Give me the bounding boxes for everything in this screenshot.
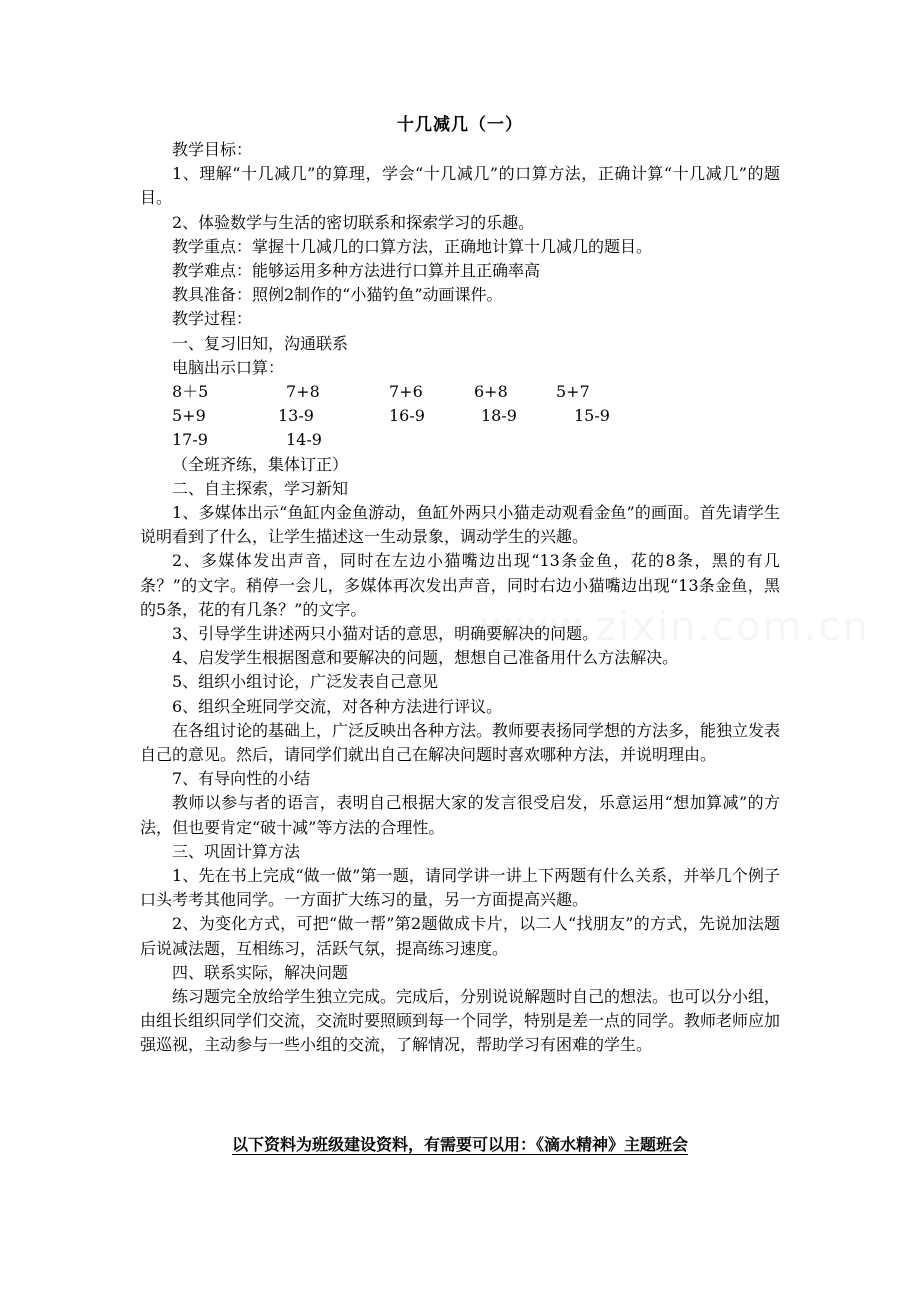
paragraph: 在各组讨论的基础上，广泛反映出各种方法。教师要表扬同学想的方法多，能独立发表自己的意见。然后，请同学们就出自己在解决问题时喜欢哪种方法，并说明理由。	[140, 720, 781, 765]
oral-calc-item: 8＋5	[172, 382, 209, 402]
oral-calc-item: 17-9	[172, 430, 208, 450]
paragraph: 练习题完全放给学生独立完成。完成后，分别说说解题时自己的想法。也可以分小组，由组长组织同学们交流，交流时要照顾到每一个同学，特别是差一点的同学。教师老师应加强巡视，主动参与一些小组的交流，了解情况，帮助学习有困难的学生。	[140, 987, 781, 1055]
paragraph: （全班齐练，集体订正）	[172, 454, 349, 474]
paragraph: 教学重点：掌握十几减几的口算方法，正确地计算十几减几的题目。	[172, 236, 653, 256]
footer-link-text[interactable]: 以下资料为班级建设资料，有需要可以用：《滴水精神》主题班会	[231, 1135, 688, 1154]
paragraph: 6、组织全班同学交流，对各种方法进行评议。	[172, 696, 503, 716]
paragraph: 4、启发学生根据图意和要解决的问题，想想自己准备用什么方法解决。	[172, 648, 679, 668]
paragraph: 1、理解“十几减几”的算理，学会“十几减几”的口算方法，正确计算“十几减几”的题目。	[140, 164, 780, 208]
paragraph: 3、引导学生讲述两只小猫对话的意思，明确要解决的问题。	[172, 624, 599, 644]
oral-calc-item: 18-9	[481, 406, 517, 426]
paragraph: 1、多媒体出示“鱼缸内金鱼游动，鱼缸外两只小猫走动观看金鱼”的画面。首先请学生说明看到了什么，让学生描述这一生动景象，调动学生的兴趣。	[140, 503, 780, 547]
paragraph: 四、联系实际，解决问题	[172, 962, 349, 982]
paragraph: 7、有导向性的小结	[172, 769, 311, 789]
paragraph: 教师以参与者的语言，表明自己根据大家的发言很受启发，乐意运用“想加算减”的方法，但也要肯定“破十减”等方法的合理性。	[140, 793, 780, 837]
paragraph: 5、组织小组讨论，广泛发表自己意见	[172, 672, 439, 692]
paragraph: 二、自主探索，学习新知	[172, 478, 349, 498]
paragraph: 2、多媒体发出声音，同时在左边小猫嘴边出现“13条金鱼，花的8条，黑的有几条？”的文字。稍停一会儿，多媒体再次发出声音，同时右边小猫嘴边出现“13条金鱼，黑的5条，花的有几条？”的文字。	[140, 551, 780, 619]
oral-calc-item: 16-9	[389, 406, 425, 426]
paragraph: 教学难点：能够运用多种方法进行口算并且正确率高	[172, 261, 541, 281]
paragraph: 2、体验数学与生活的密切联系和探索学习的乐趣。	[172, 212, 535, 232]
oral-calc-item: 7+8	[286, 382, 320, 402]
paragraph: 教学过程：	[172, 309, 253, 329]
paragraph: 电脑出示口算：	[172, 357, 285, 377]
oral-calc-item: 14-9	[286, 430, 322, 450]
oral-calc-row	[140, 404, 780, 428]
paragraph: 2、为变化方式，可把“做一帮”第2题做成卡片，以二人“找朋友”的方式，先说加法题后说减法题，互相练习，活跃气氛，提高练习速度。	[140, 914, 780, 958]
oral-calc-item: 13-9	[278, 406, 314, 426]
paragraph: 1、先在书上完成“做一做”第一题，请同学讲一讲上下两题有什么关系，并举几个例子口头考考其他同学。一方面扩大练习的量，另一方面提高兴趣。	[140, 866, 780, 910]
oral-calc-item: 7+6	[389, 382, 423, 402]
oral-calc-row	[140, 380, 780, 404]
paragraph: 一、复习旧知，沟通联系	[172, 333, 349, 353]
document-body	[140, 138, 780, 1058]
paragraph: 教具准备：照例2制作的“小猫钓鱼”动画课件。	[172, 285, 503, 305]
watermark: www.zixin.com.cn	[480, 604, 870, 650]
oral-calc-item: 5+9	[172, 406, 206, 426]
oral-calc-item: 15-9	[574, 406, 610, 426]
oral-calc-item: 5+7	[556, 382, 590, 402]
oral-calc-item: 6+8	[474, 382, 508, 402]
paragraph: 三、巩固计算方法	[172, 841, 301, 861]
oral-calc-row	[140, 428, 780, 452]
document-title: 十几减几（一）	[397, 115, 523, 135]
paragraph: 教学目标：	[172, 140, 253, 159]
